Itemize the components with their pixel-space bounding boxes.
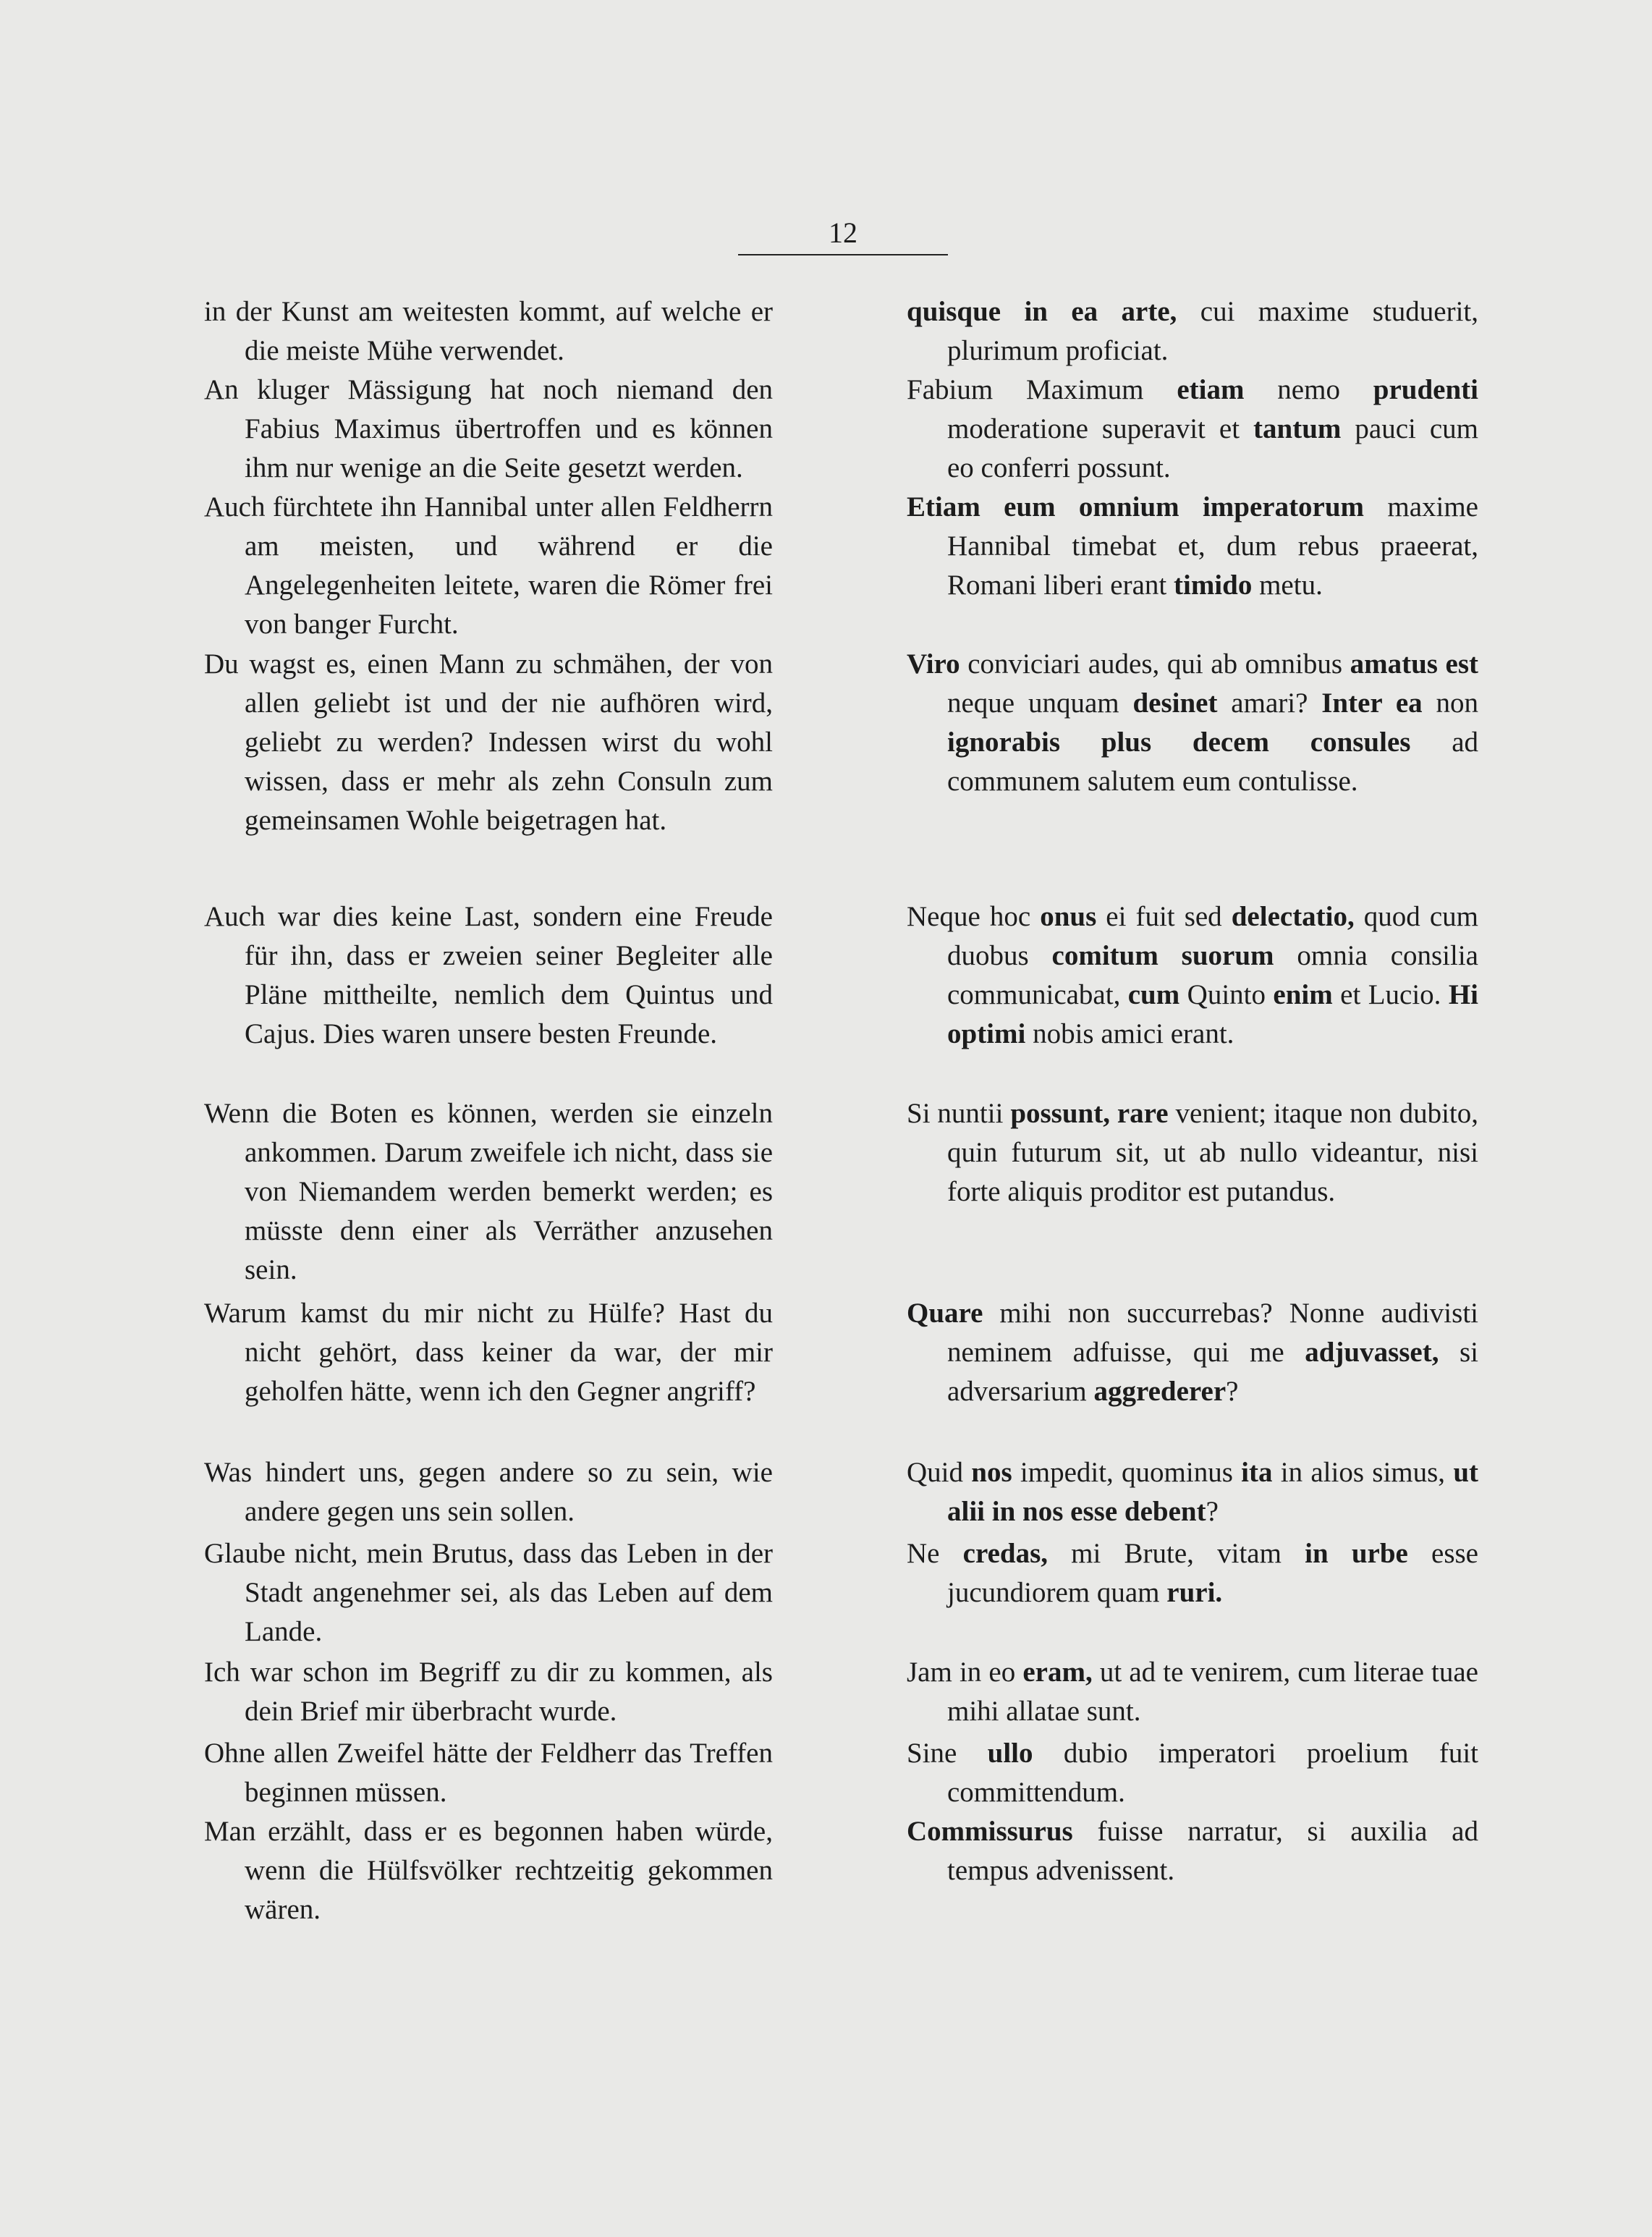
latin-bold-run: quisque in ea arte,: [907, 296, 1177, 327]
german-paragraph-8: Was hindert uns, gegen andere so zu sein, wie andere gegen uns sein sollen.: [204, 1457, 773, 1527]
latin-text-run: maxime Hannibal timebat et, dum rebus praeerat, Romani liberi erant: [947, 491, 1478, 601]
latin-bold-run: ut alii in nos esse debent: [947, 1457, 1478, 1527]
page-number-rule: [738, 254, 948, 255]
german-paragraph-10: Ich war schon im Begriff zu dir zu kommen, als dein Brief mir überbracht wurde.: [204, 1657, 773, 1727]
german-paragraph-3: Auch fürchtete ihn Hannibal unter allen Feldherrn am meisten, und während er die Angelegenheiten leitete, waren die Römer frei von banger Furcht.: [204, 491, 773, 640]
latin-paragraph-7: [907, 1294, 1478, 1411]
latin-text-run: amari?: [1217, 688, 1322, 719]
latin-bold-run: ita: [1241, 1457, 1273, 1488]
latin-text-run: moderatione superavit et: [947, 413, 1254, 444]
latin-text-run: et Lucio.: [1332, 979, 1449, 1010]
german-paragraph-12: Man erzählt, dass er es begonnen haben würde, wenn die Hülfsvölker rechtzeitig gekommen wären.: [204, 1816, 773, 1925]
latin-bold-run: adjuvasset,: [1305, 1337, 1439, 1368]
latin-bold-run: timido: [1174, 570, 1253, 601]
latin-text-run: in alios simus,: [1272, 1457, 1454, 1488]
latin-bold-run: onus: [1040, 901, 1097, 932]
german-paragraph-1: in der Kunst am weitesten kommt, auf welche er die meiste Mühe verwendet.: [204, 296, 773, 366]
page-number: 12: [829, 216, 857, 249]
latin-text-run: non: [1422, 688, 1478, 719]
german-paragraph-9: Glaube nicht, mein Brutus, dass das Leben in der Stadt angenehmer sei, als das Leben auf dem Lande.: [204, 1538, 773, 1647]
latin-text-run: ?: [1226, 1376, 1239, 1407]
latin-paragraph-4: [907, 645, 1478, 801]
latin-text-run: quod cum duobus: [947, 901, 1478, 971]
latin-paragraph-10: [907, 1653, 1478, 1731]
latin-bold-run: possunt, rare: [1010, 1098, 1169, 1129]
latin-text-run: esse jucundiorem quam: [947, 1538, 1478, 1608]
latin-text-run: ad communem salutem eum contulisse.: [947, 727, 1479, 797]
latin-text-run: mi Brute, vitam: [1048, 1538, 1305, 1569]
german-paragraph-2: An kluger Mässigung hat noch niemand den Fabius Maximus übertroffen und es können ihm nur wenige an die Seite gesetzt werden.: [204, 374, 773, 483]
latin-bold-run: eram,: [1022, 1657, 1093, 1688]
latin-bold-run: comitum suorum: [1051, 940, 1274, 971]
latin-bold-run: Etiam eum omnium imperatorum: [907, 491, 1365, 523]
latin-bold-run: prudenti: [1373, 374, 1478, 405]
latin-paragraph-11: [907, 1734, 1478, 1812]
latin-text-run: Si nuntii: [907, 1098, 1011, 1129]
latin-text-run: impedit, quominus: [1012, 1457, 1242, 1488]
latin-text-run: conviciari audes, qui ab omnibus: [960, 648, 1350, 680]
latin-text-run: Ne: [907, 1538, 963, 1569]
latin-text-run: si adversarium: [947, 1337, 1479, 1407]
german-paragraph-11: Ohne allen Zweifel hätte der Feldherr das Treffen beginnen müssen.: [204, 1738, 773, 1808]
latin-text-run: ei fuit sed: [1096, 901, 1232, 932]
latin-bold-run: ullo: [987, 1738, 1033, 1769]
latin-text-run: Quinto: [1179, 979, 1274, 1010]
latin-bold-run: delectatio,: [1231, 901, 1355, 932]
latin-text-run: ?: [1206, 1496, 1219, 1527]
latin-bold-run: credas,: [962, 1538, 1048, 1569]
latin-bold-run: Hi optimi: [947, 979, 1478, 1049]
latin-bold-run: in urbe: [1305, 1538, 1408, 1569]
latin-bold-run: aggrederer: [1093, 1376, 1227, 1407]
latin-paragraph-5: [907, 897, 1478, 1054]
latin-text-run: omnia consilia communicabat,: [947, 940, 1478, 1010]
latin-bold-run: Quare: [907, 1298, 983, 1329]
latin-text-run: nobis amici erant.: [1025, 1018, 1234, 1049]
latin-bold-run: nos: [971, 1457, 1012, 1488]
latin-bold-run: enim: [1273, 979, 1333, 1010]
latin-bold-run: Commissurus: [907, 1816, 1073, 1847]
latin-text-run: venient; itaque non dubito, quin futurum sit, ut ab nullo videantur, nisi forte aliquis proditor est putandus.: [947, 1098, 1478, 1207]
latin-text-run: Sine: [907, 1738, 988, 1769]
latin-text-run: Quid: [907, 1457, 972, 1488]
latin-text-run: fuisse narratur, si auxilia ad tempus advenissent.: [947, 1816, 1478, 1886]
latin-bold-run: ignorabis plus decem consules: [947, 727, 1411, 758]
latin-bold-run: etiam: [1177, 374, 1245, 405]
latin-bold-run: Viro: [907, 648, 960, 680]
german-paragraph-7: Warum kamst du mir nicht zu Hülfe? Hast du nicht gehört, dass keiner da war, der mir geholfen hätte, wenn ich den Gegner angriff?: [204, 1298, 773, 1407]
latin-bold-run: desinet: [1132, 688, 1218, 719]
latin-paragraph-9: [907, 1534, 1478, 1612]
german-paragraph-6: Wenn die Boten es können, werden sie einzeln ankommen. Darum zweifele ich nicht, dass sie von Niemandem werden bemerkt werden; es müsste denn einer als Verräther anzusehen sein.: [204, 1098, 773, 1285]
latin-paragraph-8: [907, 1453, 1478, 1531]
latin-text-run: nemo: [1244, 374, 1373, 405]
latin-text-run: ut ad te venirem, cum literae tuae mihi allatae sunt.: [947, 1657, 1478, 1727]
latin-paragraph-1: [907, 292, 1478, 371]
latin-text-run: neque unquam: [947, 688, 1133, 719]
latin-text-run: cui maxime studuerit, plurimum proficiat.: [947, 296, 1478, 366]
latin-bold-run: Inter ea: [1321, 688, 1423, 719]
german-paragraph-5: Auch war dies keine Last, sondern eine Freude für ihn, dass er zweien seiner Begleiter alle Pläne mittheilte, nemlich dem Quintus und Cajus. Dies waren unsere besten Freunde.: [204, 901, 773, 1049]
latin-bold-run: cum: [1127, 979, 1180, 1010]
latin-text-run: Jam in eo: [907, 1657, 1023, 1688]
latin-paragraph-2: [907, 371, 1478, 488]
german-paragraph-4: Du wagst es, einen Mann zu schmähen, der von allen geliebt ist und der nie aufhören wird, geliebt zu werden? Indessen wirst du wohl wissen, dass er mehr als zehn Consuln zum gemeinsamen Wohle beigetragen hat.: [204, 648, 773, 836]
latin-text-run: metu.: [1252, 570, 1323, 601]
latin-bold-run: tantum: [1253, 413, 1342, 444]
latin-text-run: mihi non succurrebas? Nonne audivisti neminem adfuisse, qui me: [947, 1298, 1478, 1368]
latin-text-run: pauci cum eo conferri possunt.: [947, 413, 1478, 483]
latin-text-run: dubio imperatori proelium fuit committendum.: [947, 1738, 1479, 1808]
latin-paragraph-6: [907, 1094, 1478, 1211]
latin-paragraph-3: [907, 488, 1478, 605]
latin-text-run: Fabium Maximum: [907, 374, 1177, 405]
latin-paragraph-12: [907, 1812, 1478, 1890]
latin-bold-run: amatus est: [1350, 648, 1478, 680]
latin-bold-run: ruri.: [1166, 1577, 1223, 1608]
latin-text-run: Neque hoc: [907, 901, 1041, 932]
